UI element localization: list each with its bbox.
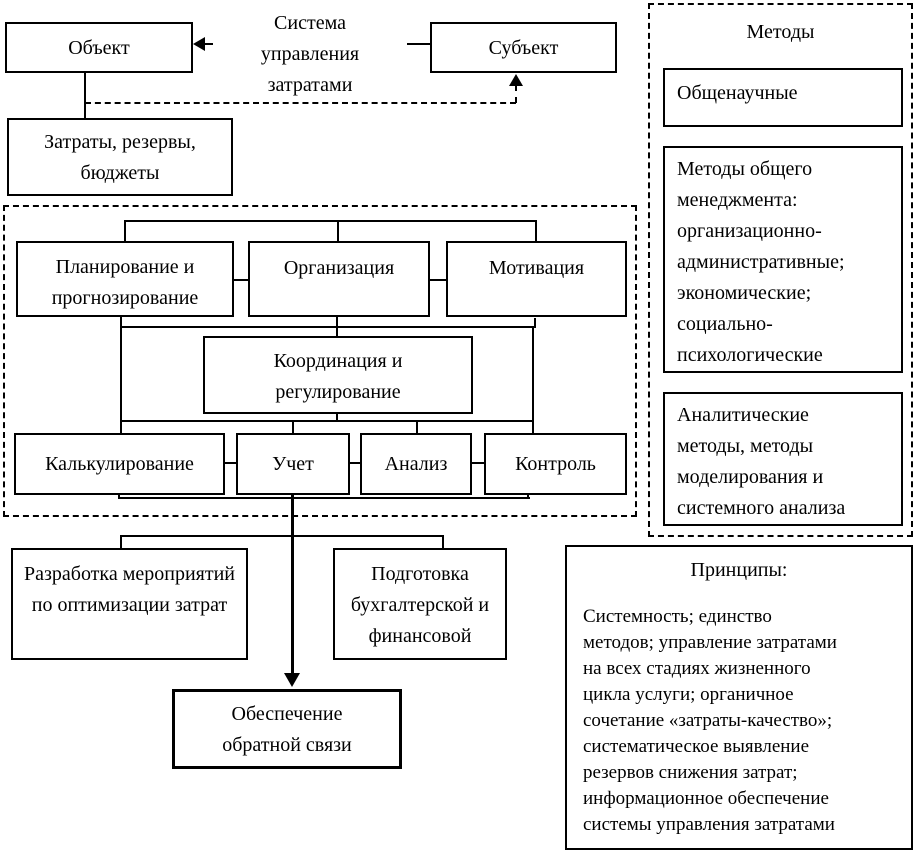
stub-motivation-bottom bbox=[534, 318, 536, 328]
general-management-methods-line: психологические bbox=[677, 344, 823, 366]
motivation-label: Мотивация bbox=[488, 257, 585, 279]
general-management-methods-box bbox=[663, 146, 903, 373]
analysis-box bbox=[360, 433, 472, 495]
costs-label: Затраты, резервы, бюджеты bbox=[44, 131, 196, 184]
principles-line: Системность; единство bbox=[583, 606, 772, 627]
stub-planning-top bbox=[124, 220, 126, 241]
coordination-box bbox=[203, 336, 473, 414]
stub-uchet-top bbox=[292, 420, 294, 433]
analytical-methods-line: системного анализа bbox=[677, 497, 846, 519]
connector-accounting-to-feedback bbox=[291, 495, 294, 675]
connector-accounting-analysis bbox=[350, 462, 360, 464]
control-label: Контроль bbox=[515, 453, 596, 475]
principles-title: Принципы: bbox=[690, 559, 788, 581]
bus-top bbox=[125, 220, 537, 222]
analytical-methods-line: методы, методы bbox=[677, 435, 814, 457]
reporting-label: Подготовка бухгалтерской и финансовой bbox=[350, 563, 490, 647]
bus-lower bbox=[121, 420, 534, 422]
side-vertical-left bbox=[120, 326, 122, 433]
stub-analiz-top bbox=[416, 420, 418, 433]
general-management-methods-line: менеджмента: bbox=[677, 189, 798, 211]
costs-box bbox=[7, 118, 233, 196]
down-arrowhead-icon bbox=[284, 673, 300, 687]
principles-line: цикла услуги; органичное bbox=[583, 684, 794, 705]
development-box bbox=[11, 548, 248, 660]
connector-object-to-costs bbox=[84, 73, 86, 118]
bus-bottom bbox=[118, 497, 530, 499]
planning-box bbox=[16, 241, 234, 317]
side-vertical-right bbox=[532, 326, 534, 433]
general-management-methods-line: административные; bbox=[677, 251, 845, 273]
feedback-dashed-line-vertical bbox=[515, 85, 517, 103]
general-management-methods-line: Методы общего bbox=[677, 158, 813, 180]
accounting-box bbox=[236, 433, 350, 495]
stub-reporting-top bbox=[442, 535, 444, 548]
connector-planning-organization bbox=[234, 279, 248, 281]
diagram-title-line: управления bbox=[260, 43, 360, 65]
diagram-title-line: Система bbox=[274, 12, 346, 34]
connector-organization-motivation bbox=[430, 279, 446, 281]
general-scientific-methods-label: Общенаучные bbox=[677, 82, 798, 104]
principles-line: резервов снижения затрат; bbox=[583, 762, 798, 783]
subject-label: Субъект bbox=[488, 36, 559, 59]
analytical-methods-box bbox=[663, 392, 903, 526]
calculation-label: Калькулирование bbox=[45, 453, 194, 475]
analysis-label: Анализ bbox=[384, 453, 448, 475]
principles-line: сочетание «затраты-качество»; bbox=[583, 710, 833, 731]
stub-organization-top bbox=[337, 220, 339, 243]
general-management-methods-line: экономические; bbox=[677, 282, 812, 304]
feedback-label: Обеспечение обратной связи bbox=[222, 703, 352, 756]
stub-development-top bbox=[120, 535, 122, 548]
up-arrowhead-icon bbox=[509, 74, 523, 86]
feedback-box bbox=[172, 689, 402, 769]
motivation-box bbox=[446, 241, 627, 317]
principles-line: информационное обеспечение bbox=[583, 788, 829, 809]
diagram-title-line: затратами bbox=[267, 74, 353, 96]
stub-organization-to-coordination bbox=[336, 317, 338, 336]
organization-box bbox=[248, 241, 430, 317]
accounting-label: Учет bbox=[272, 453, 314, 475]
control-box bbox=[484, 433, 627, 495]
left-arrowhead-icon bbox=[193, 37, 205, 51]
analytical-methods-line: Аналитические bbox=[677, 404, 809, 426]
branch-line bbox=[120, 535, 444, 537]
reporting-box bbox=[333, 548, 507, 660]
methods-panel-title: Методы bbox=[746, 21, 815, 43]
principles-line: методов; управление затратами bbox=[583, 632, 837, 653]
development-label: Разработка мероприятий по оптимизации затрат bbox=[23, 563, 235, 616]
general-management-methods-line: организационно- bbox=[677, 220, 822, 242]
connector-analysis-control bbox=[472, 462, 484, 464]
object-label: Объект bbox=[68, 36, 130, 59]
connector-calculation-accounting bbox=[225, 462, 236, 464]
subject-box bbox=[430, 22, 617, 73]
coordination-label: Координация и регулирование bbox=[273, 350, 403, 403]
organization-label: Организация bbox=[283, 257, 395, 279]
principles-line: систематическое выявление bbox=[583, 736, 810, 757]
calculation-box bbox=[14, 433, 225, 495]
feedback-dashed-line-horizontal bbox=[85, 102, 516, 104]
general-management-methods-line: социально- bbox=[677, 313, 773, 335]
bus-middle bbox=[121, 326, 534, 328]
stub-motivation-top bbox=[535, 220, 537, 242]
analytical-methods-line: моделирования и bbox=[677, 466, 824, 488]
principles-line: на всех стадиях жизненного bbox=[583, 658, 811, 679]
connector-title-to-subject bbox=[407, 43, 430, 45]
general-scientific-methods-box bbox=[663, 68, 903, 127]
principles-box bbox=[565, 545, 913, 850]
object-box bbox=[5, 22, 193, 73]
principles-line: системы управления затратами bbox=[583, 814, 835, 835]
planning-label: Планирование и прогнозирование bbox=[51, 256, 199, 309]
diagram-title bbox=[235, 8, 385, 101]
